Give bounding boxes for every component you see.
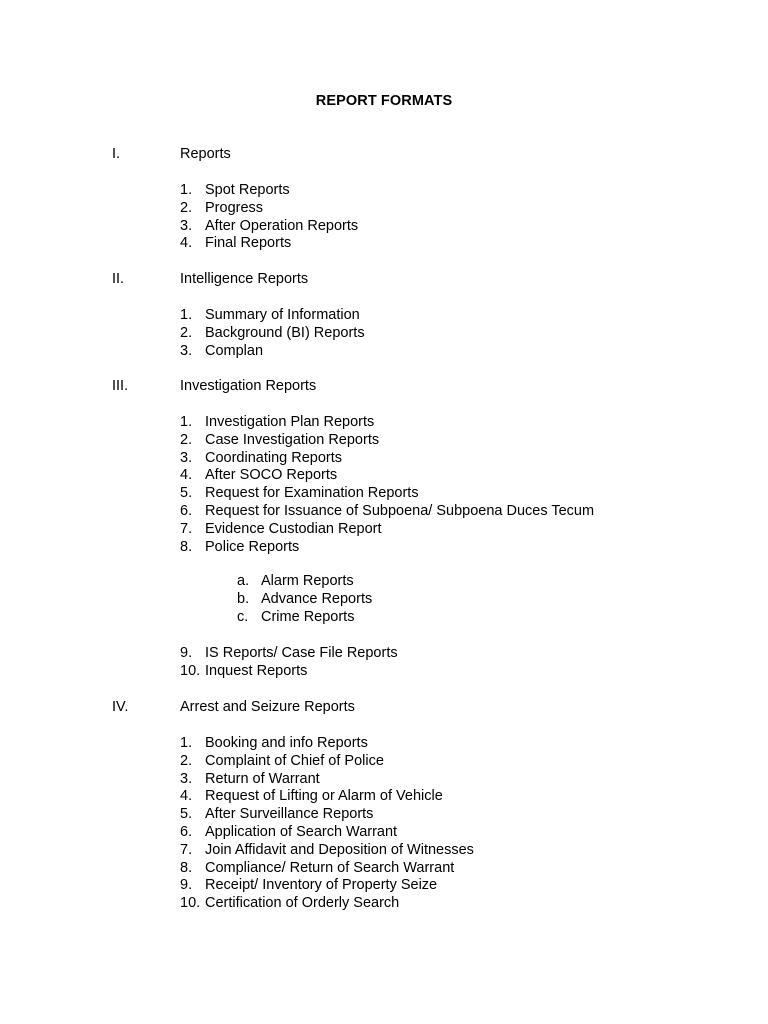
list-item	[180, 771, 712, 789]
list-item	[180, 432, 712, 450]
list-item	[180, 788, 712, 806]
item-letter: a.	[237, 573, 250, 590]
sublist-item	[237, 609, 712, 627]
item-text: Certification of Orderly Search	[205, 895, 400, 912]
item-text: Final Reports	[205, 235, 292, 252]
item-text: Complaint of Chief of Police	[205, 752, 384, 769]
list-item	[180, 218, 712, 236]
item-number: 2.	[180, 199, 193, 216]
section-reports	[112, 146, 712, 253]
list-item	[180, 539, 712, 557]
list-item	[180, 485, 712, 503]
sublist-item	[237, 591, 712, 609]
item-number: 1.	[180, 414, 193, 430]
item-number: 5.	[180, 485, 193, 502]
item-number: 7.	[180, 841, 193, 858]
item-text: Join Affidavit and Deposition of Witnesses	[205, 841, 474, 858]
list-item	[180, 200, 712, 218]
section-heading	[112, 271, 712, 289]
item-number: 1.	[180, 307, 193, 323]
list-item	[180, 806, 712, 824]
police-reports-sublist	[237, 573, 712, 626]
item-number: 1.	[180, 182, 193, 198]
item-text: Request of Lifting or Alarm of Vehicle	[205, 788, 443, 805]
item-number: 2.	[180, 431, 193, 448]
item-number: 5.	[180, 806, 193, 823]
item-number: 7.	[180, 520, 193, 537]
item-number: 9.	[180, 644, 193, 661]
section-intelligence-reports	[112, 271, 712, 360]
item-number: 8.	[180, 859, 193, 876]
item-text: After Operation Reports	[205, 217, 359, 234]
section-numeral: IV.	[112, 699, 129, 715]
item-number: 3.	[180, 770, 193, 787]
list-item	[180, 450, 712, 468]
list-item	[180, 235, 712, 253]
item-text: Receipt/ Inventory of Property Seize	[205, 877, 438, 894]
list-item	[180, 860, 712, 878]
list-item	[180, 645, 712, 663]
list-item	[180, 663, 712, 681]
item-text: Evidence Custodian Report	[205, 520, 382, 537]
item-number: 10.	[180, 895, 201, 912]
list-item	[180, 895, 712, 913]
item-text: Return of Warrant	[205, 770, 320, 787]
section-heading	[112, 378, 712, 396]
list-item	[180, 824, 712, 842]
item-number: 9.	[180, 877, 193, 894]
list-item	[180, 877, 712, 895]
list-item	[180, 343, 712, 361]
section-list	[180, 735, 712, 913]
list-item	[180, 503, 712, 521]
section-list	[180, 307, 712, 360]
section-title: Reports	[180, 146, 231, 162]
item-letter: c.	[237, 608, 249, 625]
document-title: REPORT FORMATS	[315, 93, 453, 109]
item-text: Progress	[205, 199, 264, 216]
list-item	[180, 467, 712, 485]
section-investigation-reports	[112, 378, 712, 680]
list-item	[180, 842, 712, 860]
item-text: Complan	[205, 342, 264, 359]
section-arrest-and-seizure-reports	[112, 699, 712, 913]
item-letter: b.	[237, 591, 250, 608]
item-number: 10.	[180, 662, 201, 679]
section-numeral: III.	[112, 378, 129, 394]
list-item	[180, 753, 712, 771]
item-text: Police Reports	[205, 538, 300, 555]
section-heading	[112, 146, 712, 164]
item-number: 4.	[180, 467, 193, 484]
item-number: 3.	[180, 342, 193, 359]
list-item	[180, 735, 712, 753]
item-number: 1.	[180, 735, 193, 751]
item-number: 2.	[180, 752, 193, 769]
item-number: 3.	[180, 217, 193, 234]
section-title: Intelligence Reports	[180, 271, 309, 287]
item-number: 6.	[180, 823, 193, 840]
item-text: Crime Reports	[261, 608, 355, 625]
section-title: Investigation Reports	[180, 378, 317, 394]
list-item	[180, 414, 712, 432]
section-numeral: I.	[112, 146, 121, 162]
item-text: Alarm Reports	[261, 573, 354, 590]
section-heading	[112, 699, 712, 717]
item-text: Spot Reports	[205, 182, 290, 198]
list-item	[180, 325, 712, 343]
section-numeral: II.	[112, 271, 125, 287]
item-number: 8.	[180, 538, 193, 555]
list-item	[180, 307, 712, 325]
item-number: 2.	[180, 324, 193, 341]
item-text: Advance Reports	[261, 591, 373, 608]
item-text: After Surveillance Reports	[205, 806, 374, 823]
item-text: Inquest Reports	[205, 662, 308, 679]
item-text: Application of Search Warrant	[205, 823, 398, 840]
item-text: Request for Issuance of Subpoena/ Subpoena Duces Tecum	[205, 502, 595, 519]
section-title: Arrest and Seizure Reports	[180, 699, 355, 715]
item-number: 4.	[180, 235, 193, 252]
section-list	[180, 414, 712, 680]
item-text: Investigation Plan Reports	[205, 414, 375, 430]
item-text: Coordinating Reports	[205, 449, 343, 466]
item-text: Background (BI) Reports	[205, 324, 365, 341]
item-number: 6.	[180, 502, 193, 519]
item-text: Booking and info Reports	[205, 735, 368, 751]
item-text: IS Reports/ Case File Reports	[205, 644, 398, 661]
item-text: Compliance/ Return of Search Warrant	[205, 859, 455, 876]
list-item	[180, 182, 712, 200]
item-text: After SOCO Reports	[205, 467, 338, 484]
item-text: Request for Examination Reports	[205, 485, 419, 502]
item-text: Summary of Information	[205, 307, 360, 323]
sublist-item	[237, 573, 712, 591]
list-item	[180, 521, 712, 539]
item-number: 3.	[180, 449, 193, 466]
section-list	[180, 182, 712, 253]
item-number: 4.	[180, 788, 193, 805]
item-text: Case Investigation Reports	[205, 431, 380, 448]
